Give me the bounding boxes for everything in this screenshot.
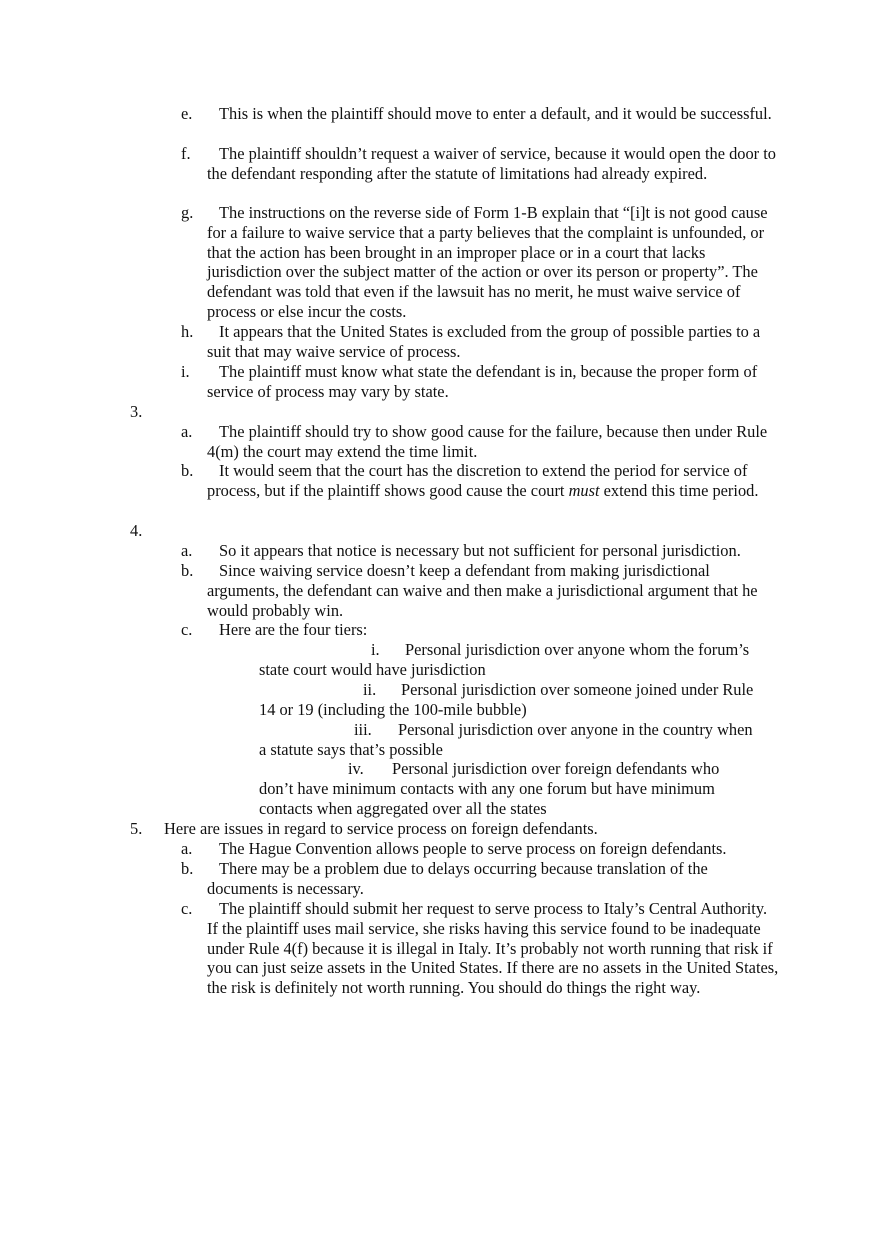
tier-item xyxy=(259,720,779,760)
item-marker: h. xyxy=(181,322,194,341)
item-marker: a. xyxy=(181,839,193,858)
tier-item xyxy=(259,680,779,720)
tier-marker: i. xyxy=(371,640,380,659)
item-text: The plaintiff should try to show good cause for the failure, because then under Rule 4(m) the court may extend the time limit. xyxy=(207,422,768,461)
tier-first-line xyxy=(259,759,779,779)
tier-marker: ii. xyxy=(363,680,377,699)
section-4 xyxy=(130,521,170,541)
item-marker: i. xyxy=(181,362,190,381)
tier-marker: iv. xyxy=(348,759,364,778)
item-marker: f. xyxy=(181,144,191,163)
item-text: So it appears that notice is necessary but not sufficient for personal jurisdiction. xyxy=(219,541,741,560)
item-text: The plaintiff must know what state the defendant is in, because the proper form of service of process may vary by state. xyxy=(207,362,758,401)
list-item-g xyxy=(181,203,781,322)
tier-item xyxy=(259,640,779,680)
list-item-5b xyxy=(181,859,781,899)
emphasis: must xyxy=(568,480,600,500)
tier-text-rest: 14 or 19 (including the 100-mile bubble) xyxy=(259,699,527,719)
tier-text: Personal jurisdiction over someone joined under Rule xyxy=(401,680,754,699)
item-text: Here are the four tiers: xyxy=(219,620,368,639)
item-text: There may be a problem due to delays occurring because translation of the documents is necessary. xyxy=(207,859,708,898)
list-item-4c xyxy=(181,620,781,640)
tier-first-line xyxy=(259,640,779,660)
item-marker: c. xyxy=(181,899,193,918)
list-item-5c xyxy=(181,899,781,998)
item-marker: g. xyxy=(181,203,194,222)
item-text: The plaintiff should submit her request to serve process to Italy’s Central Authority. If the plaintiff uses mail service, she risks having this service found to be inadequate under Rule 4(f) because it is illegal in Italy. It’s probably not worth running that risk if you can just seize assets in the United States. If there are no assets in the United States, the risk is definitely not worth running. You should do things the right way. xyxy=(207,899,779,998)
section-5 xyxy=(130,819,780,839)
item-marker: b. xyxy=(181,461,194,480)
tier-first-line xyxy=(259,680,779,700)
list-item-h xyxy=(181,322,781,362)
list-item-5a xyxy=(181,839,781,859)
tier-text-rest: a statute says that’s possible xyxy=(259,739,443,759)
tier-text: Personal jurisdiction over foreign defendants who xyxy=(392,759,720,778)
item-text: The instructions on the reverse side of Form 1-B explain that “[i]t is not good cause for a failure to waive service that a party believes that the complaint is unfounded, or that the action has been brought in an improper place or in a court that lacks jurisdiction over the subject matter of the action or over its person or property”. The defendant was told that even if the lawsuit has no merit, he must waive service of process or else incur the costs. xyxy=(207,203,768,321)
item-text: Since waiving service doesn’t keep a defendant from making jurisdictional arguments, the defendant can waive and then make a jurisdictional argument that he would probably win. xyxy=(207,561,758,620)
item-marker: e. xyxy=(181,104,193,123)
item-marker: c. xyxy=(181,620,193,639)
list-item-e xyxy=(181,104,781,124)
text-part: extend this time period. xyxy=(599,480,759,500)
section-3 xyxy=(130,402,170,422)
list-item-f xyxy=(181,144,781,184)
item-text: The Hague Convention allows people to serve process on foreign defendants. xyxy=(219,839,727,858)
item-marker: b. xyxy=(181,561,194,580)
tier-text-rest: state court would have jurisdiction xyxy=(259,659,486,679)
text-part: It would seem that the court has the discretion to extend the period for service of process, but if the plaintiff shows good cause the court xyxy=(207,461,748,500)
section-marker: 5. xyxy=(130,819,143,838)
tier-text: Personal jurisdiction over anyone in the country when xyxy=(398,720,753,739)
item-marker: a. xyxy=(181,541,193,560)
list-item-4a xyxy=(181,541,781,561)
item-text: The plaintiff shouldn’t request a waiver of service, because it would open the door to the defendant responding after the statute of limitations had already expired. xyxy=(207,144,776,183)
list-item-3b xyxy=(181,461,781,501)
tier-text: Personal jurisdiction over anyone whom the forum’s xyxy=(405,640,750,659)
section-marker: 3. xyxy=(130,402,143,421)
item-marker: a. xyxy=(181,422,193,441)
section-marker: 4. xyxy=(130,521,143,540)
item-text: It appears that the United States is excluded from the group of possible parties to a suit that may waive service of process. xyxy=(207,322,761,361)
item-marker: b. xyxy=(181,859,194,878)
tier-text-rest: don’t have minimum contacts with any one forum but have minimum contacts when aggregated over all the states xyxy=(259,778,715,818)
item-text: This is when the plaintiff should move to enter a default, and it would be successful. xyxy=(219,104,772,123)
tier-item xyxy=(259,759,779,818)
section-text: Here are issues in regard to service process on foreign defendants. xyxy=(164,819,598,838)
tier-first-line xyxy=(259,720,779,740)
list-item-4b xyxy=(181,561,781,620)
tier-marker: iii. xyxy=(354,720,372,739)
list-item-i xyxy=(181,362,781,402)
item-text xyxy=(207,461,781,501)
list-item-3a xyxy=(181,422,781,462)
